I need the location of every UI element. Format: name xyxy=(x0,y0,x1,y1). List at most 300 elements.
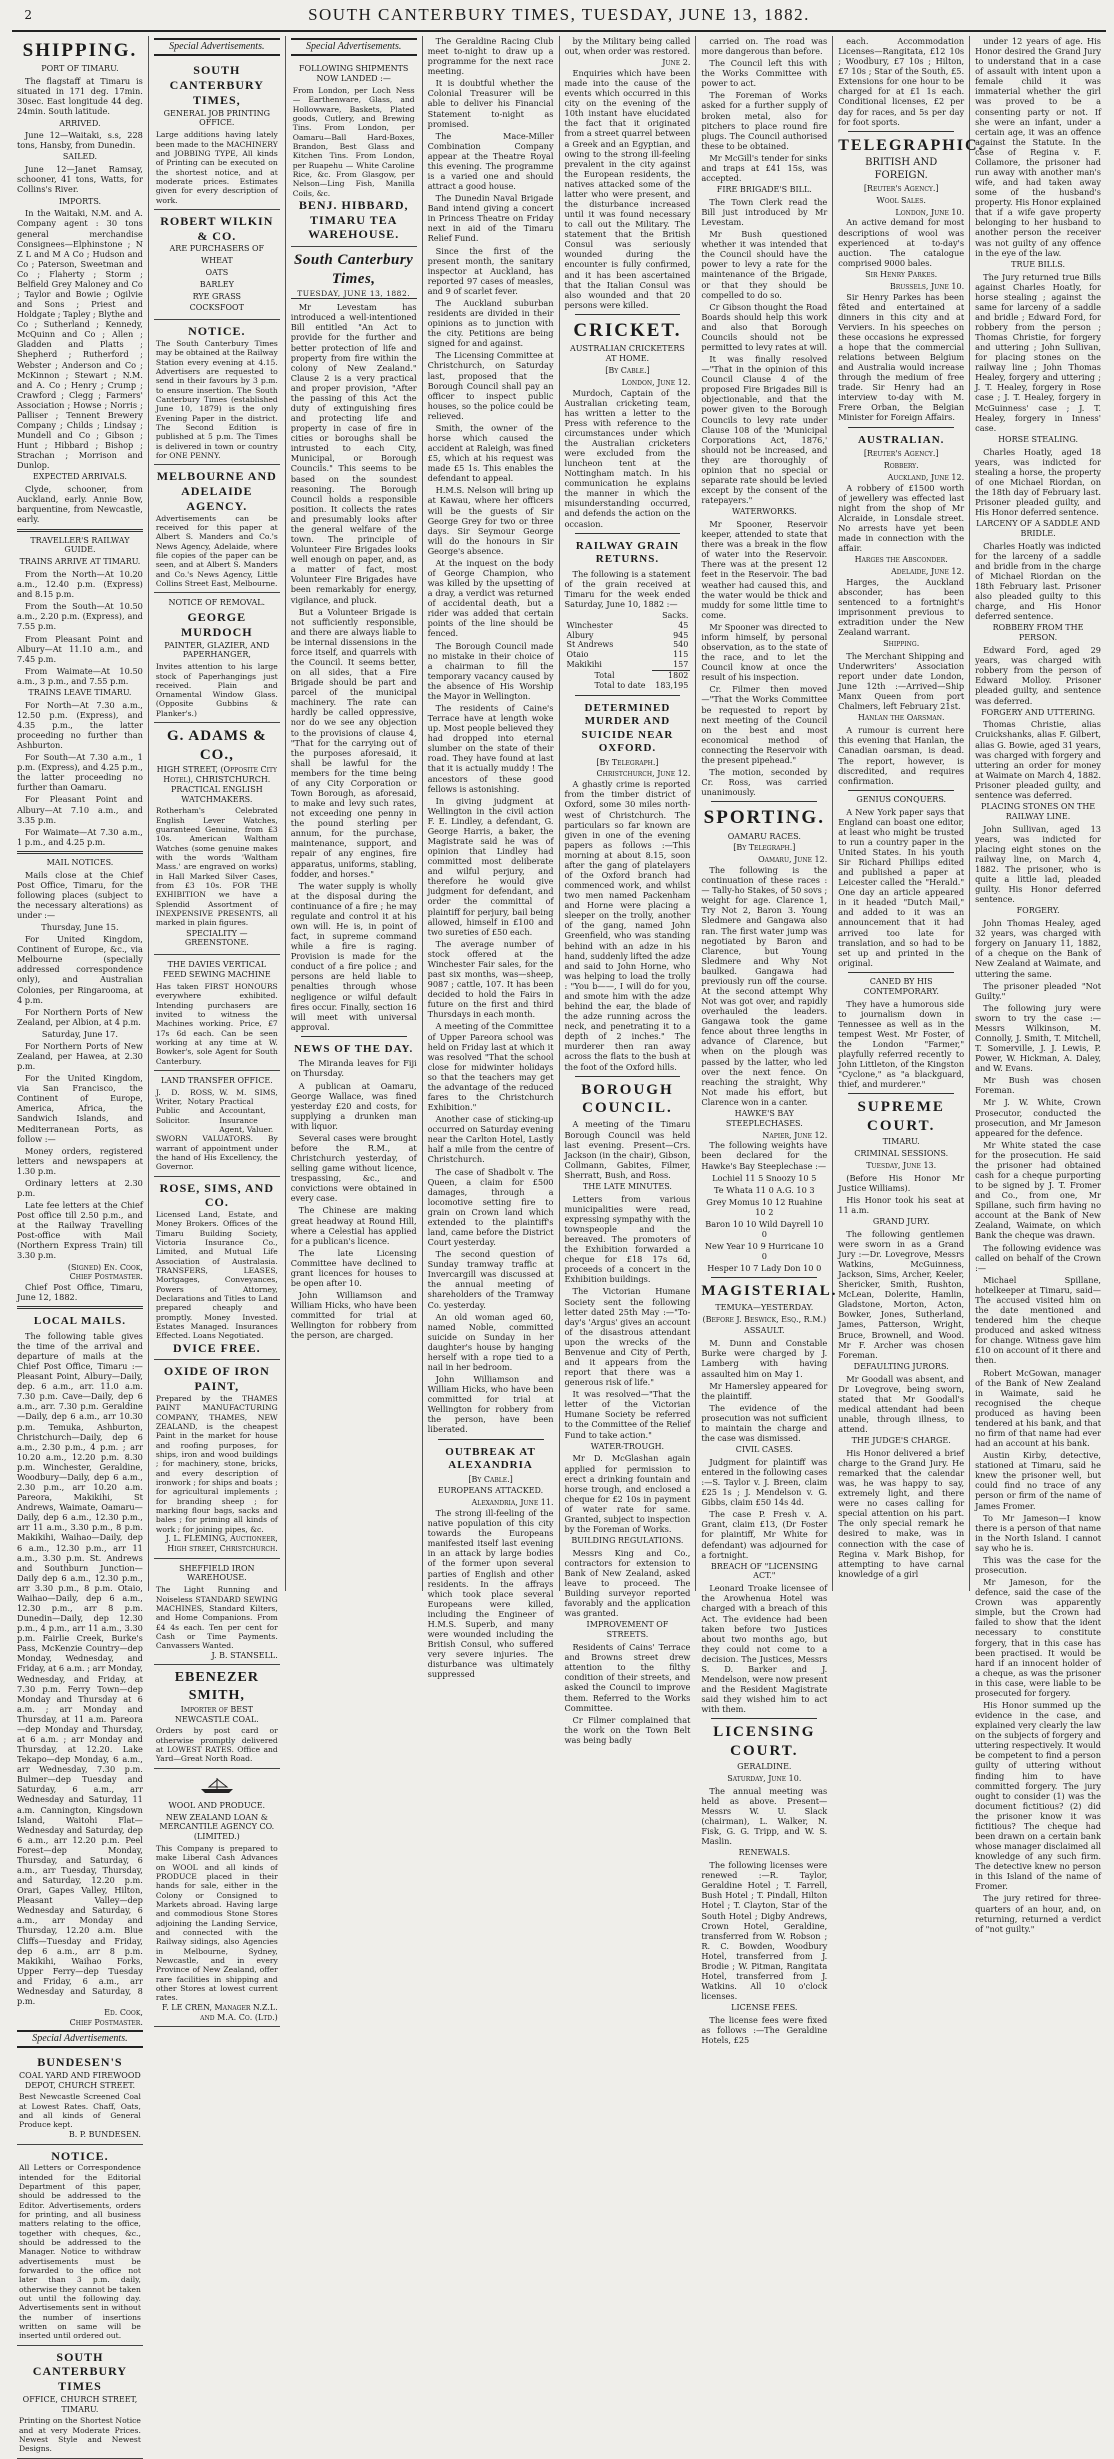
mail-sign: (Signed) En. Cook, xyxy=(67,1262,143,1272)
oamaru-source: [By Telegraph.] xyxy=(733,843,796,853)
office-sub: OFFICE, CHURCH STREET, TIMARU. xyxy=(22,2394,138,2414)
page-masthead xyxy=(12,0,1106,32)
temuka-head: TEMUKA—YESTERDAY. xyxy=(715,1302,814,1312)
healey-item: Mr Bush was chosen Foreman. xyxy=(975,1075,1101,1096)
office-ad xyxy=(17,2346,143,2459)
news-item: The residents of Caine's Terrace have at length woke up. Most people believed they had dropped into eternal slumber on the state of their road. They have found at last that it is actually muddy ! The ancestors of these good fellows is astonishing. xyxy=(427,703,554,794)
land-partners xyxy=(156,1088,278,1135)
mail-item: For Northern Ports of New Zealand, per Albion, at 4 p.m. xyxy=(17,1006,143,1027)
wool-title: WOOL AND PRODUCE. xyxy=(168,1800,266,1810)
hawkes-weights: Grey Momus 10 12 Ruahine 10 2 xyxy=(706,1196,823,1217)
murder-text: A ghastly crime is reported from the timber district of Oxford, some 30 miles north-west of Christchurch. The particulars so far known are given in one of the evening papers as follows :—This morning at about 8.15, soon after the gang of platelayers of the Oxford branch had commenced work, and whilst two men named Packenham and Horne were placing a sleeper on the trolly, another of the gang, named John Greenfield, who was standing behind with an adze in his hand, suddenly lifted the adze and said to John Horne, who was helping to load the trolly : "You b——, I will do for you, and smote him with the adze behind the ear, the blade of the adze running across the neck, and penetrating it to a depth of 2 inches." The murderer then ran away across the flats to the bush at the foot of the Oxford hills. xyxy=(564,779,691,1072)
healey-item: Michael Spillane, hotelkeeper at Timaru, said—The accused visited him on the date mentioned and tendered him the cheque produced and asked witness for change. Witness gave him £10 on account of it there and then. xyxy=(975,1274,1101,1366)
sheffield-body: The Light Running and Noiseless STANDARD SEWING MACHINES, Standard Kilters, and Home Companions. From £4 4s each. Ten per cent for Cash or Time Payments. Canvassers Wanted. xyxy=(155,1585,278,1651)
wilkin-item: OATS xyxy=(205,267,229,277)
robbery-text: A robbery of £1500 worth of jewellery was effected last night from the shop of Mr Alcraide, in Lonsdale street. No arrests have yet been made in connection with the affair. xyxy=(838,482,965,553)
supreme-before: (Before His Honor Mr Justice Williams). xyxy=(838,1172,965,1193)
horse-head: HORSE STEALING. xyxy=(998,434,1079,444)
fire-item: Cr Gibson thought the Road Boards should help this work and also that Borough Councils should not be permitted to levy rates at will. xyxy=(701,301,828,353)
grain-intro: The following is a statement of the grain received at Timaru for the week ended Saturday, June 10, 1882 :— xyxy=(564,568,691,609)
grain-value: 157 xyxy=(673,660,689,670)
person-head: ROBBERY FROM THE PERSON. xyxy=(992,623,1084,643)
borough-item: Cr Filmer complained that the work on the Town Belt was being badly xyxy=(564,1714,691,1745)
divider xyxy=(17,1306,143,1309)
divider xyxy=(575,314,681,315)
column-3 xyxy=(286,36,423,1591)
bills-text: The Jury returned true Bills against Charles Hoatly, for horse stealing ; against the same for larceny of a saddle and bridle ; Edward Ford, for robbery from the person ; Thomas Christie, for forgery and uttering ; John Sullivan, for placing stones on the railway line ; John Thomas Healey, forgery and uttering ; J. T. Healey, forgery in Rose case ; J. T. Healey, forgery in McGuinness' case ; J. T. Healey, forgery in Inness' case. xyxy=(975,271,1101,433)
hawkes-weights: Baron 10 10 Wild Dayrell 10 0 xyxy=(705,1218,824,1240)
divider xyxy=(711,1718,817,1719)
arrived-head: ARRIVED. xyxy=(59,118,101,128)
outbreak-date-2: June 2. xyxy=(662,58,691,68)
mail-sign: Chief Postmaster. xyxy=(69,1272,143,1282)
hawkes-head: HAWKE'S BAY STEEPLECHASES. xyxy=(725,1108,803,1128)
water-item: Cr. Filmer then moved—"That the Works Committee be requested to report by next meeting of the Council on the best and most economical method of connecting the Reservoir with the present pipehead." xyxy=(701,684,828,765)
local-mails-heading: LOCAL MAILS. xyxy=(33,1315,126,1328)
larceny-text: Charles Hoatly was indicted for the larceny of a saddle and bridle from in the charge of Michael Riordan on the 18th February last. Prisoner also pleaded guilty to this charge, and His Honor deferred sentence. xyxy=(975,540,1101,622)
bundesen-body: Best Newcastle Screened Coal at Lowest Rates. Chaff, Oats, and all kinds of General Produce kept. xyxy=(19,2092,141,2130)
borough-subhead: WATER-TROUGH. xyxy=(590,1441,665,1451)
table-row xyxy=(565,631,691,641)
mail-heading: MAIL NOTICES. xyxy=(46,857,114,867)
melbourne-body: Advertisements can be received for this paper at Albert S. Manders and Co.'s News Agency, Adelaide, where file copies of the paper can be seen, and at Albert S. Manders and Co.'s News Agency, Little Collins Street East, Melbourne. xyxy=(155,513,278,588)
licensing-date: Saturday, June 10. xyxy=(727,1774,802,1784)
land-body: SWORN VALUATORS. By warrant of appointment under the hand of His Excellency, the Governor. xyxy=(155,1134,278,1172)
davies-body: Has taken FIRST HONOURS everywhere exhibited. Intending purchasers are invited to witness the Machines working. Price, £7 17s 6d each. Can be seen working at any time at W. Bowker's, sole Agent for South Canterbury. xyxy=(155,981,278,1066)
notice-ad xyxy=(154,320,280,465)
smith-sub: Importer of BEST NEWCASTLE COAL. xyxy=(174,1704,259,1724)
divider xyxy=(848,1093,954,1094)
healey-item: The following jury were sworn to try the case :—Messrs Wilkinson, M. Connolly, J. Smith, T. Mitchell, T. Somerville, J. J. Lewis, P. Power, W. Hickman, A. Daley, and W. Evans. xyxy=(975,1002,1101,1074)
fire-subhead: FIRE BRIGADE'S BILL. xyxy=(716,185,812,195)
notice-ad xyxy=(17,2145,143,2346)
magisterial-item: Mr Hamersley appeared for the plaintiff. xyxy=(701,1380,828,1401)
removal-title: NOTICE OF REMOVAL. xyxy=(168,598,266,608)
notice-body: All Letters or Correspondence intended for the Editorial Department of this paper, should be addressed to the Editor. Advertisements, orders for printing, and all business matters relating to the office, together with cheques, &c., should be addressed to the Manager. Notice to withdraw advertisements must be forwarded to the office not later than 3 p.m. daily, otherwise they cannot be taken out until the following day. Advertisements sent in without the number of insertions written on same will be inserted until ordered out. xyxy=(19,2163,141,2341)
sporting-heading: SPORTING. xyxy=(703,807,825,829)
healey-item: To Mr Jameson—I know there is a person of that name in the North Island. I cannot say who he is. xyxy=(975,1512,1101,1553)
harges-date: Adelaide, June 12. xyxy=(891,566,965,576)
rose-title: ROSE, SIMS, AND CO. xyxy=(159,1180,274,1210)
column-6 xyxy=(696,36,838,2046)
outbreak-source: [By Cable.] xyxy=(468,1474,513,1484)
person-text: Edward Ford, aged 29 years, was charged with robbery from the person of Edward Molloy. Prisoner pleaded guilty, and sentence was deferred. xyxy=(975,645,1101,706)
sheffield-ad xyxy=(154,1559,280,1666)
davies-title: THE DAVIES VERTICAL FEED SEWING MACHINE xyxy=(162,960,271,980)
supreme-item: The following gentlemen were sworn in as a Grand Jury :—Dr. Lovegrove, Messrs Watkins, McGuinness, Jackson, Sims, Archer, Keeler, Shericker, Smith, Rushton, McLean, Dolerite, Hamlin, Gladstone, Morton, Acton, Bowker, Jones, Sutherland, James, Patterson, Wright, Bruce, Brownell, and Wood. Mr F. Archer was chosen Foreman. xyxy=(838,1228,965,1360)
stones-text: John Sullivan, aged 13 years, was indicted for placing eight stones on the railway line, on March 4, 1882. The prisoner, who is quite a little lad, pleaded guilty. His Honor deferred sentence. xyxy=(975,823,1101,905)
cricket-date: London, June 12. xyxy=(621,377,691,387)
wilkin-item: RYE GRASS xyxy=(192,291,242,301)
land-right: W. M. SIMS, Practical Accountant, Insurance Agent, Valuer. xyxy=(219,1087,278,1134)
expected-head: EXPECTED ARRIVALS. xyxy=(32,472,127,482)
shipping-heading: SHIPPING. xyxy=(22,40,138,61)
magisterial-subhead: ASSAULT. xyxy=(744,1326,785,1336)
wool-text: An active demand for most descriptions of wool was experienced at to-day's auction. The catalogue comprised 9000 bales. xyxy=(838,217,965,268)
water-subhead: WATERWORKS. xyxy=(731,507,797,517)
hibbard-body: From London, per Loch Ness — Earthenware, Glass, and Hollowware, Baskets, Plated goods, Cutlery, and Brewing Tins. From London, per Oamaru—Ball Hard-Boxes, Brandon, Best Glass and Kitchen Tins. From London, per Ruapehu — White Caroline Rice, &c. From Glasgow, per Nelson—Ling Fish, Manilla Coils, &c. xyxy=(292,85,415,198)
charge-cont: under 12 years of age. His Honor desired the Grand Jury to understand that in a case of assault with intent upon a female child it was immaterial whether the girl was proved to be a consenting party or not. If she were an infant, under a certain age, it was an offence against the Statute. In the case of Regina v. F. Collamore, the prisoner had run away with another man's wife, and had taken away some of the husband's property. His Honor explained that if a wife gave property belonging to her husband to another person the receiver was not guilty of any offence in the eye of the law. xyxy=(975,36,1101,258)
parkes-head: Sir Henry Parkes. xyxy=(865,269,938,279)
healey-item: John Thomas Healey, aged 32 years, was charged with forgery on January 11, 1882, of a cheque on the Bank of New Zealand at Waimate, and uttering the same. xyxy=(975,918,1101,979)
leave-line: For Waimate—At 7.30 a.m., 1 p.m., and 4.25 p.m. xyxy=(17,826,143,847)
divider xyxy=(711,801,817,802)
leave-head: TRAINS LEAVE TIMARU. xyxy=(28,687,132,697)
supreme-session: CRIMINAL SESSIONS. xyxy=(854,1148,949,1158)
leave-line: For Pleasant Point and Albury—At 7.10 a.m., and 3.35 p.m. xyxy=(17,794,143,825)
divider xyxy=(575,695,681,696)
supreme-heading: SUPREME COURT. xyxy=(857,1099,945,1134)
arrive-line: From Waimate—At 10.50 a.m., 3 p.m., and 7.55 p.m. xyxy=(17,665,143,686)
outbreak-cont: by the Military being called out, when order was restored. xyxy=(564,36,691,57)
supreme-subhead: DEFAULTING JURORS. xyxy=(853,1361,949,1371)
water-item: Mr Spooner, Reservoir keeper, attended to state that there was a break in the flow of water into the Reservoir. There was at the present 12 feet in the Reservoir. The bad weather had caused this, and the water would be thick and muddy for some little time to come. xyxy=(701,519,828,620)
hanlan-head: Hanlan the Oarsman. xyxy=(857,713,945,723)
news-item: John Williamson and William Hicks, who have been committed for trial at Wellington for robbery from the person, have been liberated. xyxy=(427,1374,554,1435)
wilkin-ad xyxy=(154,210,280,320)
table-row xyxy=(565,640,691,650)
bundesen-title: BUNDESEN'S xyxy=(37,2055,123,2070)
fire-item: Mr Bush questioned whether it was intended that the Council should have the power to levy a rate for the maintenance of the Brigade, or that they should be compelled to do so. xyxy=(701,229,828,300)
news-item: Several cases were brought before the R.M., at Christchurch yesterday, of selling game without licence, trespassing, &c., and convictions were obtained in every case. xyxy=(290,1132,417,1204)
leader-paragraph: The water supply is wholly at the disposal during the continuance of a fire ; he may regulate and control it at his own will. He is, in point of fact, in supreme command while a fire is raging. Provision is made for the conduct of a fire police ; and persons are held liable to penalties through whose negligence or wilful default fires occur. Finally, section 16 will meet with universal approval. xyxy=(290,880,417,1032)
news-item: The case of Shadbolt v. The Queen, a claim for £500 damages, through a locomotive setting fire to grain on Crown land which extended to the plaintiff's land, came before the District Court yesterday. xyxy=(427,1166,554,1248)
news-item: The Chinese are making great headway at Round Hill, where a Celestial has applied for a publican's licence. xyxy=(290,1205,417,1246)
magisterial-item: The case P. Fresh v. A. Grant, claim £13, (Dr Foster for plaintiff, Mr White for defendant) was adjourned for a fortnight. xyxy=(701,1509,828,1560)
magisterial-item: M. Dunn and Constable Burke were charged by J. Lamberg with having assaulted him on May 1. xyxy=(701,1338,828,1379)
land-left: J. D. ROSS, Writer, Notary Public and Solicitor. xyxy=(155,1087,215,1125)
page-number: 2 xyxy=(24,8,32,22)
grain-station: Makikihi xyxy=(566,660,602,670)
table-row xyxy=(565,621,691,631)
wilkin-item: COCKSFOOT xyxy=(189,303,244,313)
table-row xyxy=(565,650,691,660)
temuka-before: (Before J. Beswick, Esq., R.M.) xyxy=(702,1314,827,1324)
expected-text: Clyde, schooner, from Auckland, early. Annie Bow, barquentine, from Newcastle, early. xyxy=(17,484,143,525)
grain-total: 1802 xyxy=(652,670,691,680)
horse-text: Charles Hoatly, aged 18 years, was indicted for stealing a horse, the property of one Michael Riordan, on the 18th day of February last. Prisoner pleaded guilty, and His Honor deferred sentence. xyxy=(975,446,1101,518)
borough-cont: The Council left this with the Works Committee with power to act. xyxy=(701,58,828,89)
hawkes-intro: The following weights have been declared for the Hawke's Bay Steeplechase :— xyxy=(701,1140,828,1171)
table-row xyxy=(565,670,691,680)
news-item: The Licensing Committee at Christchurch, on Saturday last, proposed that the Borough Council shall pay an officer to inspect public houses, so the police could be relieved. xyxy=(427,350,554,421)
rose-body: Licensed Land, Estate, and Money Brokers. Offices of the Timaru Building Society, Victoria Insurance Co., Limited, and Mutual Life Association of Australasia. TRANSFERS, LEASES, Mortgages, Conveyances, Powers of Attorney, Declarations and Titles to Land prepared cheaply and promptly. Money Invested. Estates Managed. Insurances Effected. Loans Negotiated. xyxy=(155,1210,278,1341)
borough-subhead: IMPROVEMENT OF STREETS. xyxy=(586,1620,669,1640)
table-row xyxy=(565,681,691,691)
divider xyxy=(848,131,954,132)
wool-ad xyxy=(154,1769,280,2028)
sailed-text: June 12—Janet Ramsay, schooner, 41 tons, Watts, for Collins's River. xyxy=(17,164,143,195)
imports-head: IMPORTS. xyxy=(58,196,102,206)
notice-title: NOTICE. xyxy=(188,324,246,339)
oxide-title: OXIDE OF IRON PAINT, xyxy=(163,1364,270,1394)
arrive-line: From Pleasant Point and Albury—At 11.10 a.m., and 7.45 p.m. xyxy=(17,633,143,664)
healey-item: This was the case for the prosecution. xyxy=(975,1554,1101,1575)
bundesen-sign: B. P. BUNDESEN. xyxy=(68,2129,141,2139)
borough-item: It was resolved—"That the letter of the Victorian Humane Society be referred to the Committee of the Relief Fund to take action." xyxy=(564,1389,691,1440)
leader-paragraph: Mr Levestam has introduced a well-intentioned Bill entitled "An Act to provide for the further and better protection of life and property from fire within the colony of New Zealand." Clause 2 is a very practical and proper provision, "After the passing of this Act the duty of extinguishing fires and protecting life and property in case of fire in cities or boroughs shall be intrusted to each City, Municipal, or Borough Councils." This seems to be based on the soundest reasoning. The Borough Council holds a responsible position. It collects the rates and presumably looks after the general welfare of the town. The principle of Volunteer Fire Brigades looks well enough on paper, and, as a matter of fact, most Volunteer Fire Brigades have been remarkably for energy, vigilance, and pluck. xyxy=(290,302,417,605)
licensing-item: The annual meeting was held as above. Present—Messrs W. U. Slack (chairman), L. Walker, N. Fisk, G. G. Tripp, and W. S. Maslin. xyxy=(701,1785,828,1847)
healey-item: Mr White stated the case for the prosecution. He said the prisoner had obtained cash for a cheque purporting to be signed by J. T. Fromer and Co., from one, Mr Spillane, such firm having no account at the Bank of New Zealand, Waimate, on which Bank the cheque was drawn. xyxy=(975,1139,1101,1241)
column-1 xyxy=(12,36,149,2454)
special-ads-band: Special Advertisements. xyxy=(154,38,280,56)
wool-head: Wool Sales. xyxy=(876,195,926,205)
wool-sub: NEW ZEALAND LOAN & MERCANTILE AGENCY CO. (LIMITED.) xyxy=(159,1812,275,1842)
borough-cont: carried on. The road was more dangerous than before. xyxy=(701,36,828,57)
wool-sign: F. LE CREN, Manager N.Z.L. and M.A. Co. (Ltd.) xyxy=(161,2002,278,2022)
borough-item: Mr D. McGlashan again applied for permission to erect a drinking fountain and horse trough, and enclosed a cheque for £2 10s in payment of water rate for same. Granted, subject to inspection by the Foreman of Works. xyxy=(564,1453,691,1534)
news-item: In giving judgment at Wellington in the civil action F. E. Lindley, a defendant, G. George Harris, a baker, the Magistrate said he was of opinion that Lindley had committed most deliberate and wilful perjury, and therefore he would give judgment for defendant, and order the committal of plaintiff for perjury, bail being allowed, himself in £100 and two sureties of £50 each. xyxy=(427,795,554,937)
australian-heading: AUSTRALIAN. xyxy=(857,433,945,446)
leave-line: For South—At 7.30 a.m., 1 p.m. (Express), and 4.25 p.m., the latter proceeding no further than Oamaru. xyxy=(17,752,143,793)
wilkin-sub: ARE PURCHASERS OF xyxy=(169,244,265,254)
bills-head: TRUE BILLS. xyxy=(1011,259,1065,269)
adams-body: Rotherham's Celebrated English Lever Watches, guaranteed Genuine, from £3 10s. American Waltham Watches (some genuine makes with the words 'Waltham Mass.' are engraved on works) in Hall Marked Silver Cases, from £3 10s. FOR THE EXHIBITION we have a Splendid Assortment of INEXPENSIVE PRESENTS, all marked in plain figures. xyxy=(155,806,278,928)
licensing-cont: each. Accommodation Licenses—Rangitata, £12 10s ; Woodbury, £7 10s ; Hilton, £7 10s ; Star of the South, £5. Extensions for one hour to be charged for at £1 1s each. Conditional licenses, £2 per day for races, and 5s per day for foot sports. xyxy=(838,36,965,127)
magisterial-subhead: CIVIL CASES. xyxy=(735,1445,793,1455)
harges-text: Harges, the Auckland absconder, has been sentenced to a fortnight's imprisonment previous to extradition under the New Zealand warrant. xyxy=(838,576,965,638)
divider xyxy=(848,972,954,973)
mail-item: For United Kingdom, Continent of Europe, &c., via Melbourne (specially addressed correspondence only), and Australian Colonies, per Ringarooma, at 4 p.m. xyxy=(17,934,143,1005)
outbreak-cont: Enquiries which have been made into the cause of the events which occurred in this city on the evening of the 10th instant have elucidated the fact that it originated from a street quarrel between a Greek and an Egyptian, and owing to the strong ill-feeling prevalent in the city against the European residents, the natives attacked some of the latter who were present, and the disturbance increased until it was found necessary to call out the Military. The statement that the British Consul was seriously wounded during the encounter is fully confirmed, and it has been ascertained that the Italian Consul was also wounded and that 20 persons were killed. xyxy=(564,67,691,310)
larceny-head: LARCENY OF A SADDLE AND BRIDLE. xyxy=(976,519,1100,538)
masthead-title: SOUTH CANTERBURY TIMES, TUESDAY, JUNE 13, 1882. xyxy=(308,5,810,24)
grain-value: 945 xyxy=(673,630,689,640)
parkes-date: Brussels, June 10. xyxy=(889,281,965,291)
outbreak-heading: OUTBREAK AT ALEXANDRIA xyxy=(445,1445,536,1472)
mail-sign-date: Chief Post Office, Timaru, June 12, 1882. xyxy=(17,1282,143,1303)
local-mails-sign: Chief Postmaster. xyxy=(69,2017,143,2027)
grain-table xyxy=(565,611,691,691)
ship-icon xyxy=(156,1777,278,1797)
table-row xyxy=(565,660,691,670)
hawkes-weights: Hesper 10 7 Lady Don 10 0 xyxy=(707,1263,822,1274)
news-item: H.M.S. Nelson will bring up at Kawau, where her officers will be the guests of Sir George Grey for two or three days. Sir Seymour George will do the honours in Sir George's absence. xyxy=(427,485,554,556)
oxide-ad xyxy=(154,1360,280,1558)
adams-sign: SPECIALITY — GREENSTONE. xyxy=(184,928,249,948)
news-item: Since the first of the present month, the sanitary inspector at Auckland, has reported 97 cases of measles, and 9 of scarlet fever. xyxy=(427,245,554,296)
notice-body: The South Canterbury Times may be obtained at the Railway Station every evening at 4.15. Advertisers are requested to send in their favours by 3 p.m. to ensure insertion. The South Canterbury Times (established June 10, 1879) is the only Evening Paper in the district. The Second Edition is published at 5 p.m. The Times is delivered in town or country for ONE PENNY. xyxy=(155,339,278,460)
licensing-subhead: LICENSE FEES. xyxy=(731,2003,798,2013)
railway-heading: TRAVELLER'S RAILWAY GUIDE. xyxy=(30,535,130,555)
arrive-line: From the South—At 10.50 a.m., 2.20 p.m. (Express), and 7.55 p.m. xyxy=(17,601,143,632)
hibbard-ad xyxy=(291,59,417,247)
imports-text: In the Waitaki, N.M. and A. Company agent : 30 tons general merchandise Consignees—Elphinstone ; N Z L and M A Co ; Hudson and Co ; Paterson, Sweetman and Co ; Flaherty ; Storm ; Belfield Grey Maloney and Co ; Taylor and Bowie ; Ogilvie and Sons ; Priest and Holdgate ; Tapley ; Blythe and Co ; Sutherland ; Kennedy, McQuinn and Co ; Allen ; Gladden and Platts ; Shepherd ; Rutherford ; Webster ; Anderson and Co ; McKinnon ; Stewart ; N.M. and A. Co ; Henry ; Crump ; Crawford ; Clegg ; Farmers' Association ; Howse ; Norris ; Palliser ; Tennent Brewery Company ; Childs ; Lindsay ; Mundell and Co ; Gibson ; Hunt ; Hibbard ; Bishop ; Strachan ; Morrison and Dunlop. xyxy=(17,208,143,471)
column-2 xyxy=(149,36,286,2022)
licensing-heading: LICENSING COURT. xyxy=(713,1724,816,1759)
murder-source: [By Telegraph.] xyxy=(596,757,659,767)
supreme-date: Tuesday, June 13. xyxy=(866,1160,937,1170)
healey-item: The following evidence was called on behalf of the Crown :— xyxy=(975,1242,1101,1273)
column-7 xyxy=(833,36,985,1591)
news-item: The Geraldine Racing Club meet to-night to draw up a programme for the next race meeting. xyxy=(427,36,554,77)
healey-item: Mr Jameson, for the defence, said the case of the Crown was apparently simple, but the Crown had failed to show that the ident necessary to constitute forgery, that in this case has been practised. It would be hard if an innocent holder of a cheque, as was the prisoner in this case, were liable to be prosecuted for forgery. xyxy=(975,1577,1101,1698)
news-item: A publican at Oamaru, George Wallace, was fined yesterday £20 and costs, for supplying a drunken man with liquor. xyxy=(290,1080,417,1131)
mail-item: Money orders, registered letters and newspapers at 1.30 p.m. xyxy=(17,1145,143,1176)
mail-item: For the United Kingdom, via San Francisco, the Continent of Europe, America, Africa, the Sandwich Islands, and Mediterranean Ports, as follow :— xyxy=(17,1073,143,1144)
smith-body: Orders by post card or otherwise promptly delivered at LOWEST RATES. Office and Yard—Great North Road. xyxy=(155,1726,278,1764)
stones-head: PLACING STONES ON THE RAILWAY LINE. xyxy=(980,802,1096,821)
special-ads-band: Special Advertisements. xyxy=(17,2030,143,2048)
land-transfer-ad xyxy=(154,1071,280,1177)
editorial-masthead: South Canterbury Times, xyxy=(294,252,414,287)
editorial-date: TUESDAY, JUNE 13, 1882. xyxy=(291,289,417,299)
oamaru-text: The following is the continuation of these races :— Tally-ho Stakes, of 50 sovs ; weight for age. Clarence 1, Try Not 2, Baron 3. Young Sledmere and Gangawa also ran. The first water jump was negotiated by Baron and Clarence, but Young Sledmere and Why Not baulked. Gangawa had previously run off the course. At the second attempt Why Not was got over, and rapidly overhauled the leaders. Gangawa took the game fence about three lengths in advance of Clarence, but when on the plough was passed by the latter, who led over the next fence. On reaching the straight, Why Not made his effort, but Clarence won in a canter. xyxy=(701,865,828,1107)
sheffield-title: SHEFFIELD IRON WAREHOUSE. xyxy=(179,1563,255,1583)
australian-source: [Reuter's Agency.] xyxy=(863,449,939,459)
news-item: A meeting of the Committee of Upper Pareora school was held on Friday last at which it was resolved "That the school close for midwinter holidays so that the teachers may get the advantage of the reduced fares to the Christchurch Exhibition." xyxy=(427,1021,554,1113)
mail-item: Thursday, June 15. xyxy=(41,922,119,933)
licensing-subhead: RENEWALS. xyxy=(738,1848,790,1858)
leader-paragraph: But a Volunteer Brigade is not sufficiently responsible, and there are always liable to be internal dissensions in the force itself, and quarrels with the Council. It seems better, on all sides, that a Fire Brigade should be part and parcel of the municipal machinery. The rate can hardly be called oppressive, nor do we see any objection to the provisions of clause 4, "That for the carrying out of the purposes aforesaid, it shall be lawful for the members for the time being of any City Corporation or Town Borough, as aforesaid, to make and levy such rates, not exceeding one penny in the pound sterling per annum, for the purchase, maintenance, support, and repair of any engines, fire apparatus, uniforms, stabling, fodder, and horses." xyxy=(290,606,417,879)
arrive-head: TRAINS ARRIVE AT TIMARU. xyxy=(19,557,141,567)
wool-date: London, June 10. xyxy=(895,207,965,217)
hibbard-title: FOLLOWING SHIPMENTS NOW LANDED :— xyxy=(298,64,409,84)
licensing-item: The following licenses were renewed :—R. Taylor, Geraldine Hotel ; T. Farrell, Bush Hotel ; T. Pindall, Hilton Hotel ; T. Clayton, Star of the South Hotel ; Digby Andrews, Crown Hotel, Geraldine, transferred from W. Robson ; R. C. Bowden, Woodbury Hotel, transferred from J. Brodie ; W. Pitman, Rangitata Hotel, transferred from J. Watkins. All 10 o'clock licenses. xyxy=(701,1860,828,2002)
hawkes-weights: New Year 10 9 Hurricane 10 0 xyxy=(704,1241,824,1262)
telegraphic-source: [Reuter's Agency.] xyxy=(863,183,939,193)
arrived-text: June 12—Waitaki, s.s, 228 tons, Hansby, from Dunedin. xyxy=(17,130,143,151)
water-item: The motion, seconded by Cr. Ross, was carried unanimously. xyxy=(701,766,828,798)
murder-heading: DETERMINED MURDER AND SUICIDE NEAR OXFORD. xyxy=(581,701,674,755)
news-item: The Mace-Miller Combination Company appear at the Theatre Royal this evening. The programme is a varied one and should attract a good house. xyxy=(427,130,554,192)
magisterial-subhead: BREACH OF "LICENSING ACT." xyxy=(710,1561,818,1581)
news-item: Smith, the owner of the horse which caused the accident at Raleigh, was fined £5, which at his request was made £5 1s. This enables the defendant to appeal. xyxy=(427,422,554,484)
borough-item: A meeting of the Timaru Borough Council was held last evening. Present—Crs. Jackson (in the chair), Gibson, Collmann, Gabites, Filmer, Sherratt, Bush, and Ross. xyxy=(564,1119,691,1180)
telegraphic-heading: TELEGRAPHIC. xyxy=(838,136,985,154)
mail-item: Late fee letters at the Chief Post office till 2.50 p.m., and at the Railway Travelling Post-office with Mail (Northern Express Train) till 3.30 p.m. xyxy=(17,1200,143,1261)
cricket-heading: CRICKET. xyxy=(573,319,682,341)
rose-ad xyxy=(154,1177,280,1361)
table-row xyxy=(565,611,691,621)
supreme-subhead: GRAND JURY. xyxy=(872,1216,930,1226)
office-title: SOUTH CANTERBURY TIMES xyxy=(32,2349,128,2394)
grain-date-label: Total to date xyxy=(594,680,646,690)
borough-item: Letters from various municipalities were read, expressing sympathy with the townspeople and the bereaved. The promoters of the Exhibition forwarded a cheque for £18 17s 6d, proceeds of a concert in the Exhibition buildings. xyxy=(564,1193,691,1285)
local-mails-text: The following table gives the time of the arrival and departure of mails at the Chief Post Office, Timaru :— Pleasant Point, Albury—Daily, dep. 6 a.m., arr. 11.0 a.m. 7.30 p.m. Cave—Daily, dep 6 a.m., arr. 7.30 p.m. Geraldine—Daily, dep 6 a.m., arr 10.30 p.m. Temuka, Ashburton, Christchurch—Daily, dep 6 a.m., 2.30 p.m., 4 p.m. ; arr 10.20 a.m., 12.20 p.m. 8.30 p.m. Winchester, Geraldine, Woodbury—Daily, dep 6 a.m., 2.30 p.m., arr 10.20 a.m. Pareora, Makikihi, St Andrews, Waimate, Oamaru—Daily, dep 6 a.m., 12.30 p.m., arr 11 a.m., 3.30 p.m., 8 p.m. Makikihi, Waihao—Daily, dep 6 a.m., 12.30 p.m., arr 11 a.m., 3.30 p.m. St. Andrews and Southburn Junction—Daily dep 6 a.m., 12.30 p.m., arr 3.30 p.m., 8 p.m. Otaio, Waihao—Daily, dep 6 a.m., 12.30 p.m., arr 8 p.m. Dunedin—Daily, dep 12.30 p.m., 4 p.m., arr 11 a.m., 3.30 p.m. Fairlie Creek, Burke's Pass, McKenzie Country—dep Monday, Wednesday, and Friday, at 6 a.m. ; arr Monday, Wednesday, and Friday, at 7.30 p.m. Ferry Town—dep Monday and Thursday at 6 a.m. ; arr Monday and Thursday, at 11 a.m. Pareora—dep Monday and Thursday, at 6 a.m. ; arr Monday and Thursday, at 12.20. Lake Tekapo—dep Monday, 6 a.m., arr Wednesday, 7.30 p.m. Bulmer—dep Tuesday and Saturday, 6 a.m., arr Wednesday and Saturday, 11 a.m. Cannington, Kingsdown Island, Waitohi Flat—Wednesday and Saturday, dep 6 a.m., arr 12.20 p.m. Peel Forest—dep Monday, Thursday, and Saturday, 6 a.m., arr Tuesday, Thursday, and Saturday, 12.20 p.m. Orari, Gapes Valley, Hilton, Pleasant Valley—dep Wednesday and Saturday, 6 a.m., arr Monday and Thursday, 12.20 a.m. Blue Cliffs—Tuesday and Friday, dep 6 a.m., arr 8 p.m. Makikihi, Waihao Forks, Upper Ferry—dep Tuesday and Friday, 6 a.m., arr Wednesday and Saturday, 8 p.m. xyxy=(17,1330,143,2007)
bundesen-sub: COAL YARD AND FIREWOOD DEPOT, CHURCH STREET. xyxy=(19,2070,141,2090)
divider xyxy=(17,851,143,854)
divider xyxy=(711,1277,817,1278)
caned-text: They have a humorous side to journalism down in Tennessee as well as in the tempest West. Mr Foster, of the London "Farmer," playfully referred recently to John Littleton, of the Kingston "Cyclone," as "a blackguard, thief, and murderer." xyxy=(838,998,965,1090)
oxide-body: Prepared by the THAMES PAINT MANUFACTURING COMPANY, THAMES, NEW ZEALAND, is the cheapest Paint in the market for house and roofing purposes, for ships, iron and wood buildings ; for machinery, stone, bricks, and every description of ironwork ; for ships and boats ; for agricultural implements ; for branding sheep ; for marking flour bags, sacks and bales ; for priming all kinds of work ; for joining pipes, &c. xyxy=(155,1393,278,1534)
job-body: Large additions having lately been made to the MACHINERY and JOBBING TYPE, All kinds of Printing can be executed on the shortest notice, and at moderate prices. Estimates given for every description of work. xyxy=(155,130,278,205)
column-4 xyxy=(423,36,560,1680)
borough-item: Residents of Cains' Terrace and Browns street drew attention to the filthy condition of their streets, and asked the Council to improve them. Referred to the Works Committee. xyxy=(564,1642,691,1713)
borough-heading: BOROUGH COUNCIL. xyxy=(581,1081,674,1117)
divider xyxy=(438,1439,544,1440)
adams-title: G. ADAMS & CO., xyxy=(167,728,267,763)
grain-value: 115 xyxy=(673,650,689,660)
oamaru-date: Oamaru, June 12. xyxy=(758,855,828,865)
smith-title: EBENEZER SMITH, xyxy=(174,1670,259,1703)
notice-title: NOTICE. xyxy=(51,2148,109,2163)
news-item: The Miranda leaves for Fiji on Thursday. xyxy=(290,1058,417,1079)
healey-item: His Honor summed up the evidence in the case, and explained very clearly the law on the subjects of forgery and uttering respectively. It would be competent to find a person guilty of uttering without finding him to have committed forgery. The jury ought to consider (1) was the document fictitious? (2) did the prisoner know it was fictitious? The cheque had been drawn on a certain bank whose manager disclaimed all knowledge of any such firm. The detective knew no person in this Island of the name of Fromer. xyxy=(975,1700,1101,1892)
job-sub: GENERAL JOB PRINTING OFFICE. xyxy=(163,108,270,128)
telegraphic-sub: BRITISH AND FOREIGN. xyxy=(865,157,938,181)
news-item: The Dunedin Naval Brigade Band intend giving a concert in Princess Theatre on Friday next in aid of the Timaru Relief Fund. xyxy=(427,193,554,244)
borough-item: The Victorian Humane Society sent the following letter dated 25th May :—"To-day's 'Argus' gives an account of the disastrous attendant upon the wrecks of the Benvenue and City of Perth, and it appears from the report that there was a generous risk of life." xyxy=(564,1286,691,1388)
mail-item: Ordinary letters at 2.30 p.m. xyxy=(17,1177,143,1198)
land-title: LAND TRANSFER OFFICE. xyxy=(160,1075,273,1085)
magisterial-heading: MAGISTERIAL. xyxy=(701,1283,838,1300)
murder-date: Christchurch, June 12. xyxy=(596,769,691,779)
shipping-port: PORT OF TIMARU. xyxy=(41,64,119,74)
magisterial-item: Judgment for plaintiff was entered in the following cases :—S. Taylor v. J. Breen, claim £25 1s ; J. Mendelson v. G. Gibbs, claim £50 14s 4d. xyxy=(701,1456,828,1508)
genius-text: A New York paper says that England can boast one editor, at least who might be trusted to run a country paper in the United States. In his youth Sir Richard Phillips edited and published a paper at Leicester called the "Herald." One day an article appeared in it headed "Dutch Mail," and added to it was an announcement that it had arrived too late for translation, and so had to be set up and printed in the original. xyxy=(838,806,965,968)
mail-item: For Northern Ports of New Zealand, per Hawea, at 2.30 p.m. xyxy=(17,1040,143,1072)
removal-sub: PAINTER, GLAZIER, AND PAPERHANGER, xyxy=(164,640,270,660)
leave-line: For North—At 7.30 a.m., 12.50 p.m. (Express), and 4.35 p.m., the latter proceeding no further than Ashburton. xyxy=(17,699,143,751)
news-item: The Borough Council made no mistake in their choice of a chairman to fill the temporary vacancy caused by the absence of His Worship the Mayor in Wellington. xyxy=(427,640,554,701)
news-item: The Auckland suburban residents are divided in their opinions as to junction with the city. Petitions are being signed for and against. xyxy=(427,297,554,349)
shipping-text: The Merchant Shipping and Underwriters' Association report under date London, June 12th :—Arrived—Ship Manx Queen from port Chalmers, left February 21st. xyxy=(838,651,965,712)
news-item: An old woman aged 60, named Noble, committed suicide on Sunday in her daughter's house by hanging herself with a rope tied to a nail in her bedroom. xyxy=(427,1311,554,1372)
office-body: Printing on the Shortest Notice and at very Moderate Prices. Newest Style and Newest Designs. xyxy=(19,2416,141,2454)
grain-date-total: 183,195 xyxy=(655,680,689,690)
arrive-line: From the North—At 10.20 a.m., 12.40 p.m. (Express) and 8.15 p.m. xyxy=(17,569,143,600)
news-item: The second question of Sunday tramway traffic at Invercargill was discussed at the annual meeting of shareholders of the Tramway Co. yesterday. xyxy=(427,1249,554,1310)
grain-station: St Andrews xyxy=(566,640,614,650)
fire-item: It was finally resolved—"That in the opinion of this Council Clause 4 of the proposed Fire Brigades Bill is objectionable, and that the power given to the Borough Councils to levy rate under Clause 108 of the 'Municipal Corporations Act, 1876,' should not be increased, and they are thoroughly of opinion that no special or separate rate should be levied except by the consent of the ratepayers." xyxy=(701,354,828,506)
caned-head: CANED BY HIS CONTEMPORARY. xyxy=(863,976,939,996)
genius-head: GENIUS CONQUERS. xyxy=(856,794,947,804)
sheffield-sign: J. B. STANSELL. xyxy=(211,1650,278,1660)
divider xyxy=(17,529,143,532)
supreme-place: TIMARU. xyxy=(882,1137,920,1147)
cricket-text: Murdoch, Captain of the Australian cricketing team, has written a letter to the Press with reference to the circumstances under which the Australian cricketers were excluded from the luncheon tent at the Nottingham match. In his communication he explains the manner in which the misunderstanding occurred, and defends the action on the occasion. xyxy=(564,387,691,529)
grain-col-head: Sacks. xyxy=(662,610,689,620)
magisterial-item: Leonard Troake licensee of the Arowhenua Hotel was charged with a breach of this Act. The evidence had been taken before two Justices about two months ago, but they could not come to a decision. The Justices, Messrs S. D. Barker and J. Mendelson, were now present and the Resident Magistrate said they wished him to act with them. xyxy=(701,1583,828,1715)
healey-item: Robert McGowan, manager of the Bank of New Zealand in Waimate, said he recognised the cheque produced as having been tendered at his bank, and that no firm of that name had ever had an account at his bank. xyxy=(975,1367,1101,1449)
job-printing-ad xyxy=(154,59,280,210)
borough-item: Messrs King and Co., contractors for extension to Bank of New Zealand, asked leave to proceed. The Building surveyor reported favorably and the application was granted. xyxy=(564,1547,691,1619)
grain-station: Albury xyxy=(566,630,594,640)
supreme-subhead: THE JUDGE'S CHARGE. xyxy=(851,1436,951,1446)
job-title: SOUTH CANTERBURY TIMES, xyxy=(169,63,264,107)
hawkes-weights: Lochiel 11 5 Snoozy 10 5 xyxy=(712,1172,817,1183)
special-ads-band: Special Advertisements. xyxy=(291,38,417,56)
borough-cont: The Foreman of Works asked for a further supply of broken metal, also for pitchers to place round fire plugs. The Council authorised these to be obtained. xyxy=(701,90,828,151)
divider xyxy=(301,1036,407,1037)
licensing-item: The license fees were fixed as follows :—The Geraldine Hotels, £25 xyxy=(701,2015,828,2046)
adams-ad xyxy=(154,723,280,955)
grain-value: 540 xyxy=(673,640,689,650)
forgery-text: Thomas Christie, alias Cruickshanks, alias F. Gilbert, alias G. Bowie, aged 31 years, was charged with forgery and uttering an order for money at Waimate on March 4, 1882. Prisoner pleaded guilty, and sentence was deferred. xyxy=(975,719,1101,800)
outbreak-text: The strong ill-feeling of the native population of this city towards the Europeans manifested itself last evening in an attack by large bodies of the former upon several parties of English and other residents. In the affrays which took place several Europeans were killed, including the Engineer of H.M.S. Superb, and many were wounded including the British Consul, who suffered very severe injuries. The disturbance was ultimately suppressed xyxy=(427,1508,554,1680)
wilkin-item: BARLEY xyxy=(199,279,234,289)
borough-subhead: BUILDING REGULATIONS. xyxy=(571,1536,684,1546)
rose-sign: DVICE FREE. xyxy=(172,1340,261,1355)
wilkin-item: WHEAT xyxy=(200,256,233,266)
robbery-head: Robbery. xyxy=(883,460,919,470)
healey-head: FORGERY. xyxy=(1016,906,1060,916)
grain-value: 45 xyxy=(678,620,689,630)
licensing-sub: GERALDINE. xyxy=(737,1762,792,1772)
forgery-head: FORGERY AND UTTERING. xyxy=(981,707,1096,717)
divider xyxy=(575,1076,681,1077)
oxide-sign: J. L. FLEMING, Auctioneer, High street, Christchurch. xyxy=(165,1533,278,1553)
bundesen-ad xyxy=(17,2051,143,2145)
fire-item: The Town Clerk read the Bill just introduced by Mr Levestam. xyxy=(701,196,828,228)
water-item: Mr Spooner was directed to inform himself, by personal observation, as to the state of the race, and to let the Council know at once the result of his inspection. xyxy=(701,621,828,683)
grain-total-label: Total xyxy=(594,670,615,680)
shipping-intro: The flagstaff at Timaru is situated in 171 deg. 17min. 30sec. East longitude 44 deg. 24min. South latitude. xyxy=(17,76,143,117)
borough-cont: Mr McGill's tender for sinks and traps at £41 15s, was accepted. xyxy=(701,152,828,184)
mail-item: Saturday, June 17. xyxy=(41,1028,118,1039)
healey-item: Austin Kirby, detective, stationed at Timaru, said he knew the prisoner well, but could find no trace of any person or firm of the name of James Fromer. xyxy=(975,1450,1101,1511)
